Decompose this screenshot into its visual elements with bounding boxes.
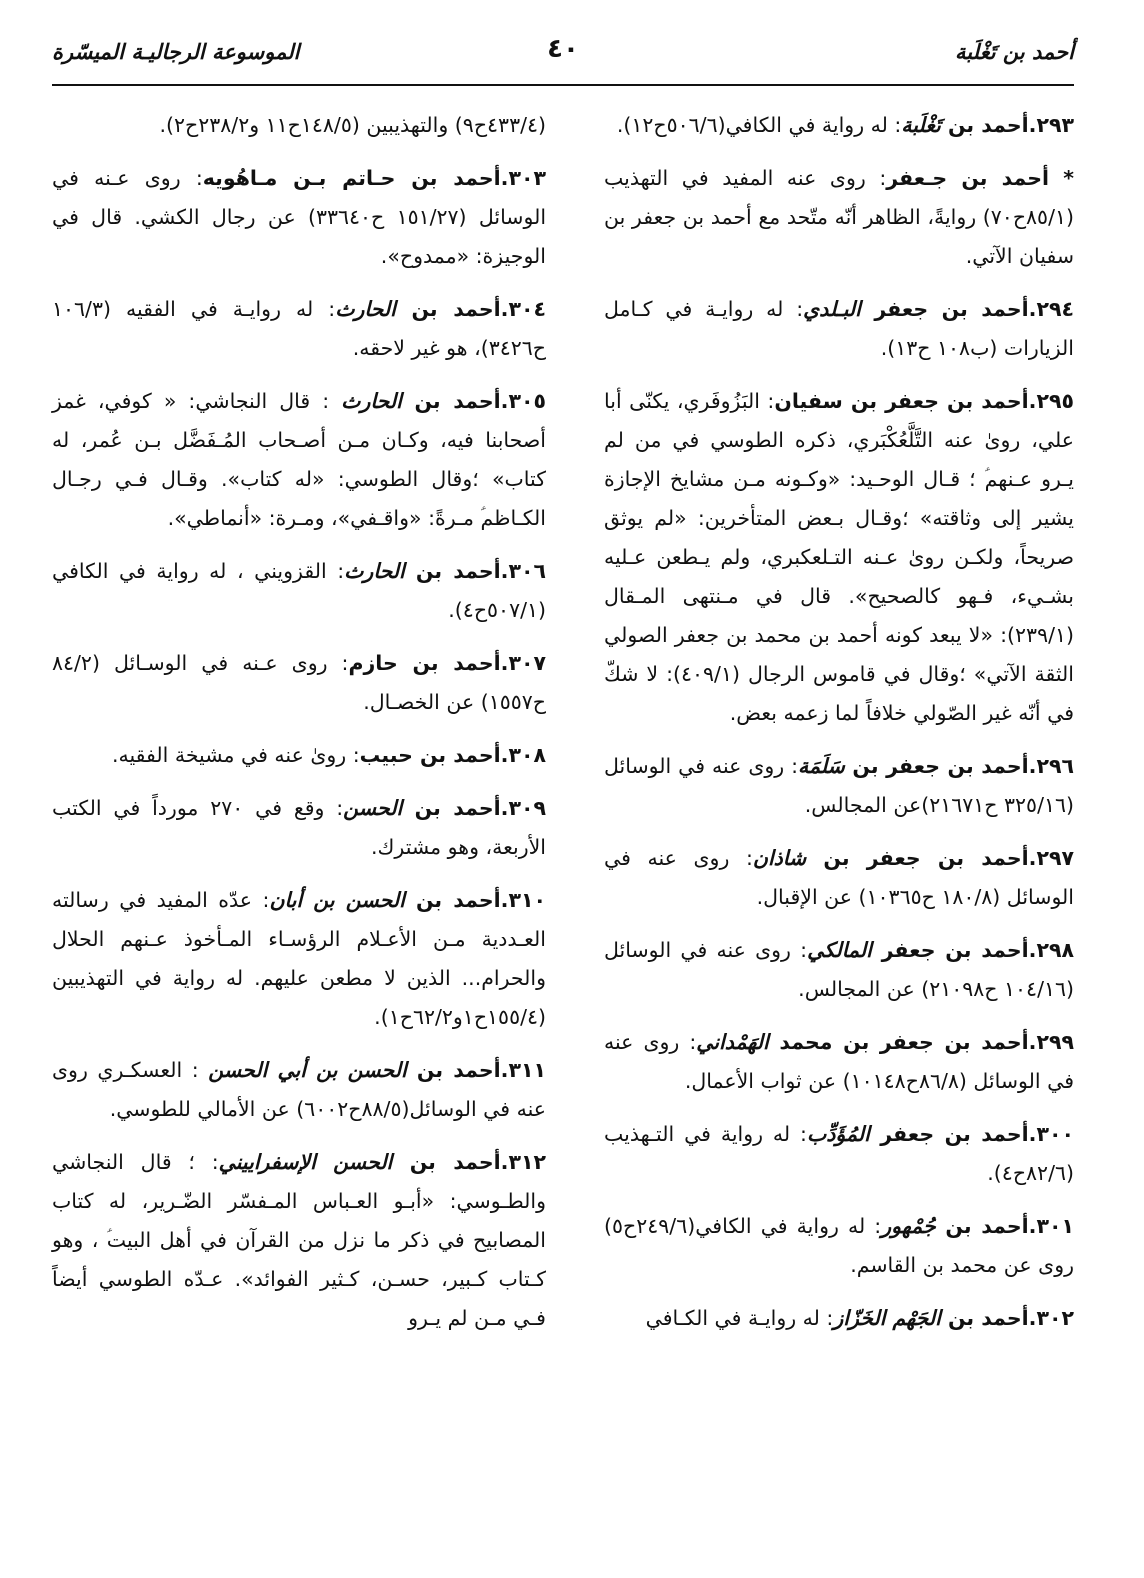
entry-name: الجَهْم الخَزّاز [833,1306,941,1330]
entry-name: الحارث [335,297,396,321]
entry-body: : روى عـنه في الوسـائل (٨٤/٢ ح١٥٥٧) عن الخصـال. [52,651,546,714]
entry-number: * [1049,166,1075,190]
entry-body: : العسكـري روى عنه في الوسائل(٨٨/٥ح٦٠٠٢) عن الأمالي للطوسي. [52,1058,546,1121]
entry-right [604,159,1074,276]
entry-left [52,106,546,145]
entry-right [604,747,1074,825]
entry-body: : وقع في ٢٧٠ مورداً في الكتب الأربعة، وهو مشترك. [52,796,546,859]
entry-head: أحمد بن [401,389,501,413]
entry-name: الحسن بن أبي الحسن [208,1058,407,1082]
entry-name: المُؤَدِّب [806,1122,870,1146]
entry-body: : روى عـنه في الوسائل (١٥١/٢٧ ح٣٣٦٤٠) عن رجال الكشي. قال في الوجيزة: «ممدوح». [52,166,547,268]
entry-number: ٢٩٩. [1028,1030,1074,1054]
entry-head: أحمد بن [940,113,1029,137]
entry-head: أحمد بن جعفر [860,297,1029,321]
entry-head: أحمد بن [402,796,501,820]
entry-body: : ؛ قال النجاشي والطـوسي: «أبـو العـباس المـفسّر الضّـرير، له كتاب المصابيح في ذكر ما نزل من القرآن في أهل البيت‏ؑ ، وهو كـتاب كـبير، حسـن، كـثير الفوائد». عـدّه الطوسي أيضاً فـي مـن لم يـرو [52,1150,546,1330]
entry-head: أحمد بن [940,1306,1029,1330]
entry-left [52,789,546,867]
entry-number: ٣٠٢. [1028,1306,1074,1330]
entry-head: أحمد بن جـعفر [886,166,1050,190]
entry-body: : القزويني ، له رواية في الكافي (٥٠٧/١ح٤). [52,559,546,622]
entry-body: : عدّه المفيد في رسالته العـددية مـن الأعـلام الرؤسـاء المـأخوذ عـنهم الحلال والحرام... الذين لا مطعن عليهم. له رواية في التهذيبين (١٥٥/٤ح١و٦٢/٢ح١). [52,888,546,1029]
entry-name: الهَمْداني [696,1030,769,1054]
entry-number: ٢٩٥. [1028,389,1075,413]
entry-name: الحارث [341,389,402,413]
page-number: ٤٠ [547,34,579,64]
entry-right [604,1207,1074,1285]
entry-left [52,382,546,538]
entry-name: الحسن الإسفراييني [218,1150,393,1174]
entry-head: أحمد بن جعفر بن [844,754,1029,778]
entry-head: أحمد بن [935,1214,1029,1238]
entry-number: ٣٠٠. [1028,1122,1075,1146]
entry-body: : روى عنه في الوسائل (٣٢٥/١٦ ح٢١٦٧١)عن المجالس. [604,754,1074,817]
entry-name: البـلدي [803,297,861,321]
entry-right [604,1115,1074,1193]
entry-left [52,159,546,276]
entry-body: : له رواية في الكافي(٥٠٦/٦ح١٢). [616,113,902,137]
entry-left [52,644,546,722]
entry-name: شاذان [752,846,807,870]
entry-number: ٣١١. [500,1058,546,1082]
entry-left [52,881,546,1037]
running-head-entry: أحمد بن تَغْلَبة [955,40,1074,64]
entry-number: ٣٠٦. [500,559,546,583]
entry-body: : له روايـة في الكـافي [645,1306,834,1330]
entry-number: ٣٠١. [1028,1214,1074,1238]
right-column [604,106,1074,1352]
entry-right [604,106,1074,145]
entry-name: الحسن بن أبان [269,888,405,912]
entry-head: أحمد بن [404,559,501,583]
entry-body: : له روايـة في كـامل الزيارات (ب١٠٨ ح١٣). [604,297,1074,360]
entry-name: الحسن [343,796,403,820]
entry-number: ٢٩٧. [1028,846,1074,870]
entry-body: (٤٣٣/٤ح٩) والتهذيبين (١٤٨/٥ح١١ و٢٣٨/٢ح٢). [159,113,546,137]
entry-right [604,382,1074,733]
entry-head: أحمد بن جعفر بن [806,846,1029,870]
entry-left [52,1051,546,1129]
entry-body: : له رواية في التـهذيب (٨٢/٦ح٤). [604,1122,1074,1185]
entry-head: أحمد بن جعفر بن سفيان [774,389,1029,413]
left-column [52,106,546,1352]
entry-right [604,1299,1074,1338]
entry-number: ٣١٠. [500,888,547,912]
entry-body: : البَزُوفَري، يكنّى أبا علي، روىٰ عنه التَّلَّعُكْبَري، ذكره الطوسي في من لم يـرو عـنهم‏ؑ ؛ قـال الوحـيد: «وكـونه مـن مشايخ الإجازة يشير إلى وثاقته» ؛وقـال بـعض المتأخرين: «لم يوثق صريحاً، ولكـن روىٰ عـنه التـلعكبري، ولم يـطعن عـليه بشـيء، فـهو كالصحيح». قال في مـنتهى المـقال (٢٣٩/١): «لا يبعد كونه أحمد بن محمد بن جعفر الصولي الثقة الآتي» ؛وقال في قاموس الرجال (٤٠٩/١): لا شكّ في أنّه غير الصّولي خلافاً لما زعمه بعض. [604,389,1074,725]
entry-left [52,552,546,630]
entry-number: ٣١٢. [500,1150,546,1174]
entry-body: : روى عنه في الوسائل (٨٦/٨ح١٠١٤٨) عن ثواب الأعمال. [604,1030,1074,1093]
entry-number: ٢٩٤. [1028,297,1075,321]
entry-left [52,736,546,775]
entry-number: ٣٠٥. [500,389,547,413]
entry-number: ٣٠٩. [500,796,546,820]
entry-number: ٣٠٤. [500,297,546,321]
entry-right [604,290,1074,368]
entry-right [604,931,1074,1009]
entry-left [52,1143,546,1338]
entry-head: أحمد بن [392,1150,501,1174]
entry-head: أحمد بن [404,888,501,912]
entry-name: جُمْهور [881,1214,936,1238]
header-rule [52,84,1074,86]
entry-head: أحمد بن جعفر [871,938,1029,962]
entry-head: أحمد بن [395,297,501,321]
entry-number: ٢٩٦. [1028,754,1074,778]
page-header [52,34,1074,84]
entry-right [604,1023,1074,1101]
entry-body: : قال النجاشي: « كوفي، غمز أصحابنا فيه، وكـان مـن أصـحاب المُـفَضَّل بـن عُمر، له كتاب» ؛وقال الطوسي: «له كتاب». وقـال فـي رجـال الكـاظم‏ؑ مـرةً: «واقـفي»، ومـرة: «أنماطي». [52,389,546,530]
entry-name: تَغْلَبة [901,113,941,137]
entry-number: ٣٠٨. [500,743,546,767]
entry-name: المالكي [807,938,872,962]
entry-number: ٣٠٧. [500,651,546,675]
entry-body: : روى عنه في الوسائل (١٠٤/١٦ ح٢١٠٩٨) عن المجالس. [604,938,1074,1001]
entry-head: أحمد بن حبيب [359,743,501,767]
entry-body: : له رواية في الكافي(٢٤٩/٦ح٥) روى عن محمد بن القاسم. [604,1214,1074,1277]
entry-name: الحارث [344,559,405,583]
entry-number: ٣٠٣. [500,166,546,190]
running-head-book-title: الموسوعة الرجاليـة الميسّرة [52,40,300,64]
entry-right [604,839,1074,917]
entry-head: أحمد بن جعفر بن محمد [768,1030,1029,1054]
entry-head: أحمد بن جعفر [869,1122,1029,1146]
entry-number: ٢٩٣. [1028,113,1074,137]
entry-body: : روىٰ عنه في مشيخة الفقيه. [111,743,360,767]
entry-head: أحمد بن حـاتم بـن مـاهُويه [202,166,501,190]
entry-name: سَلَمَة [798,754,845,778]
entry-head: أحمد بن حازم [348,651,501,675]
entry-head: أحمد بن [406,1058,501,1082]
entry-body: : له روايـة في الفقيه (١٠٦/٣ ح٣٤٢٦)، هو غير لاحقه. [52,297,546,360]
entry-left [52,290,546,368]
entry-number: ٢٩٨. [1028,938,1074,962]
entry-body: : روى عنه في الوسائل (١٨٠/٨ ح١٠٣٦٥) عن الإقبال. [604,846,1074,909]
entry-body: : روى عنه المفيد في التهذيب (٨٥/١ح٧٠) روايةً، الظاهر أنّه متّحد مع أحمد بن جعفر بن سفيان الآتي. [604,166,1074,268]
